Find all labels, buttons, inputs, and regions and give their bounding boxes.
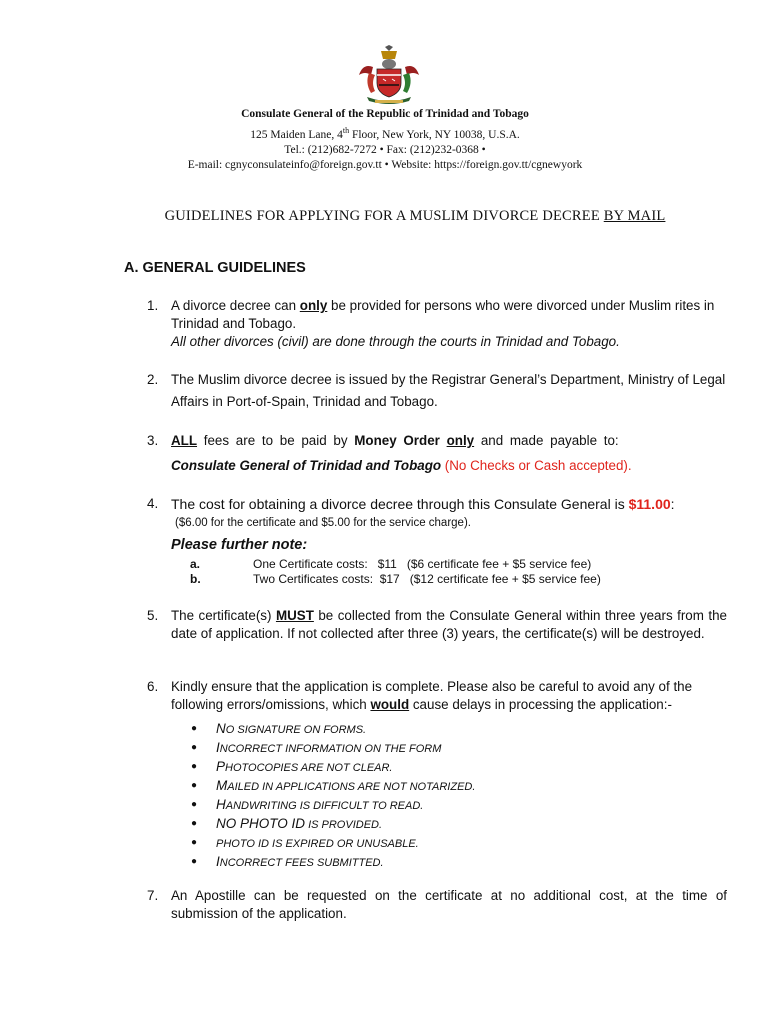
bullet-icon: ● — [191, 761, 198, 772]
guideline-item-6 — [147, 678, 727, 872]
error-first: NO PHOTO ID — [216, 816, 306, 831]
item-text: The certificate(s) — [171, 608, 276, 623]
cost-amount: $11.00 — [628, 496, 671, 512]
list-item — [191, 739, 727, 758]
error-rest: AILED IN APPLICATIONS ARE NOT NOTARIZED. — [227, 781, 476, 793]
emphasis-only: only — [299, 298, 328, 313]
item-text: fees are to be paid by — [197, 433, 355, 448]
cost-row-b — [171, 572, 727, 587]
item-text: The cost for obtaining a divorce decree through this Consulate General is — [171, 496, 629, 512]
title-by-mail: BY MAIL — [603, 208, 666, 224]
error-first: N — [216, 721, 226, 736]
item-text: Kindly ensure that the application is complete. Please also be careful to avoid any of the following errors/omissions, which — [171, 679, 693, 712]
emphasis-must: MUST — [275, 608, 314, 623]
bullet-icon: ● — [191, 799, 198, 810]
error-rest: NCORRECT INFORMATION ON THE FORM — [219, 743, 442, 755]
guideline-item-3 — [147, 428, 727, 478]
bullet-icon: ● — [191, 818, 198, 829]
bullet-icon: ● — [191, 856, 198, 867]
consulate-header — [0, 107, 770, 174]
error-first: I — [216, 854, 220, 869]
cost-row-a — [171, 557, 727, 572]
coat-of-arms-icon — [355, 45, 423, 105]
error-first: H — [216, 797, 226, 812]
error-rest: O SIGNATURE ON FORMS. — [225, 724, 367, 736]
guideline-item-2 — [147, 369, 727, 413]
item-number: 5. — [147, 608, 159, 623]
guideline-item-4 — [147, 495, 727, 586]
emphasis-only: only — [446, 433, 475, 448]
error-first: M — [216, 778, 228, 793]
no-cash-note: (No Checks or Cash accepted). — [441, 458, 632, 473]
list-item — [191, 815, 727, 834]
consulate-tel-fax: Tel.: (212)682-7272 • Fax: (212)232-0368 • — [284, 143, 486, 156]
cost-text: Two Certificates costs: $17 ($12 certificate fee + $5 service fee) — [253, 571, 601, 586]
item-number: 1. — [147, 298, 159, 313]
error-list — [171, 720, 727, 872]
guideline-item-5 — [147, 607, 727, 643]
emphasis-money-order: Money Order — [354, 433, 440, 448]
item-italic-note: All other divorces (civil) are done through the courts in Trinidad and Tobago. — [171, 334, 620, 349]
item-text: The Muslim divorce decree is issued by the Registrar General’s Department, Ministry of Legal Affairs in Port-of-Spain, Trinidad and Tobago. — [171, 372, 726, 409]
error-rest: ANDWRITING IS DIFFICULT TO READ. — [225, 800, 424, 812]
list-item — [191, 796, 727, 815]
item-number: 2. — [147, 372, 159, 387]
emphasis-would: would — [370, 697, 410, 712]
item-text: An Apostille can be requested on the certificate at no additional cost, at the time of submission of the application. — [171, 888, 727, 921]
payee-name: Consulate General of Trinidad and Tobago — [171, 458, 442, 473]
error-first: P — [216, 759, 226, 774]
guideline-item-7 — [147, 887, 727, 923]
item-number: 7. — [147, 888, 159, 903]
cost-text: One Certificate costs: $11 ($6 certificate fee + $5 service fee) — [253, 557, 592, 571]
consulate-address — [0, 123, 770, 143]
list-item — [191, 777, 727, 796]
list-item — [191, 720, 727, 739]
cost-label: b. — [190, 571, 201, 586]
title-main: GUIDELINES FOR APPLYING FOR A MUSLIM DIVORCE DECREE — [164, 208, 604, 224]
item-text: be provided for persons who were divorced under Muslim rites in Trinidad and Tobago. — [171, 298, 715, 331]
error-first: I — [216, 740, 220, 755]
list-item — [191, 834, 727, 853]
section-heading: A. GENERAL GUIDELINES — [124, 260, 306, 276]
error-rest: IS PROVIDED. — [305, 819, 383, 831]
address-part: Floor, New York, NY 10038, U.S.A. — [349, 128, 520, 141]
bullet-icon: ● — [191, 837, 198, 848]
list-item — [191, 853, 727, 872]
guideline-item-1 — [147, 297, 727, 351]
item-number: 3. — [147, 433, 159, 448]
item-number: 6. — [147, 679, 159, 694]
bullet-icon: ● — [191, 780, 198, 791]
cost-label: a. — [190, 557, 201, 571]
item-text: be collected from the Consulate General within three years from the date of application. If not collected after three (3) years, the certificate(s) will be destroyed. — [171, 608, 727, 641]
consulate-email-website: E-mail: cgnyconsulateinfo@foreign.gov.tt • Website: https://foreign.gov.tt/cgnewyork — [187, 159, 583, 172]
consulate-name: Consulate General of the Republic of Trinidad and Tobago — [241, 108, 529, 120]
address-sup: th — [342, 125, 350, 135]
item-text: A divorce decree can — [171, 298, 300, 313]
item-number: 4. — [147, 496, 159, 511]
error-rest: HOTOCOPIES ARE NOT CLEAR. — [225, 762, 393, 774]
bullet-icon: ● — [191, 742, 198, 753]
item-text: : — [670, 496, 675, 512]
cost-breakdown: ($6.00 for the certificate and $5.00 for the service charge). — [175, 517, 471, 529]
error-rest: NCORRECT FEES SUBMITTED. — [219, 857, 384, 869]
error-rest: PHOTO ID IS EXPIRED OR UNUSABLE. — [216, 838, 419, 850]
emphasis-all: ALL — [171, 433, 198, 448]
bullet-icon: ● — [191, 723, 198, 734]
document-title — [0, 208, 770, 225]
item-text: cause delays in processing the application:- — [409, 697, 672, 712]
list-item — [191, 758, 727, 777]
address-part: 125 Maiden Lane, 4 — [250, 128, 343, 141]
item-text: and made payable to: — [474, 433, 619, 448]
further-note-heading: Please further note: — [171, 537, 308, 553]
